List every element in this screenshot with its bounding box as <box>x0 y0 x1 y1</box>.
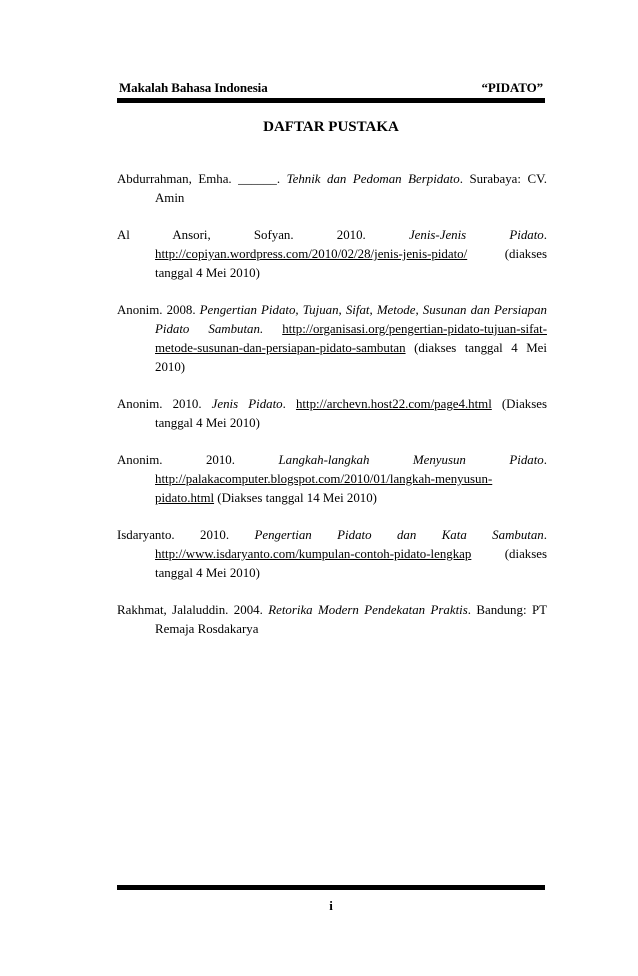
reference-author-year: Anonim. 2010. <box>117 453 279 467</box>
reference-separator: . <box>543 528 547 542</box>
reference-separator: . <box>282 397 296 411</box>
reference-separator <box>263 322 282 336</box>
reference-publisher: . Surabaya: CV. Amin <box>155 172 547 205</box>
reference-entry <box>117 526 547 583</box>
reference-title: Langkah-langkah Menyusun Pidato <box>278 453 544 467</box>
reference-access-date: (diakses tanggal 4 Mei 2010) <box>155 547 547 580</box>
reference-link[interactable]: http://palakacomputer.blogspot.com/2010/01/langkah-menyusun-pidato.html <box>155 472 493 505</box>
reference-access-date: (diakses tanggal 4 Mei 2010) <box>155 247 547 280</box>
header-rule <box>117 98 545 103</box>
footer-rule <box>117 885 545 890</box>
reference-link[interactable]: http://organisasi.org/pengertian-pidato-tujuan-sifat-metode-susunan-dan-persiapan-pidato-sambutan <box>155 322 547 355</box>
reference-title: Jenis-Jenis Pidato <box>408 228 544 242</box>
reference-entry <box>117 395 547 433</box>
reference-author-year: Anonim. 2008. <box>117 303 200 317</box>
reference-title: Pengertian Pidato dan Kata Sambutan <box>254 528 544 542</box>
reference-title: Jenis Pidato <box>211 397 283 411</box>
reference-author-year: Isdaryanto. 2010. <box>117 528 255 542</box>
reference-access-date: (Diakses tanggal 14 Mei 2010) <box>214 491 377 505</box>
reference-author-year: Rakhmat, Jalaluddin. 2004. <box>117 603 269 617</box>
reference-author-year: Abdurrahman, Emha. ______. <box>117 172 287 186</box>
reference-entry <box>117 226 547 283</box>
reference-entry <box>117 170 547 208</box>
page-number: i <box>329 898 333 913</box>
reference-author-year: Anonim. 2010. <box>117 397 212 411</box>
reference-link[interactable]: http://www.isdaryanto.com/kumpulan-contoh-pidato-lengkap <box>155 547 472 561</box>
reference-link[interactable]: http://archevn.host22.com/page4.html <box>295 397 492 411</box>
reference-entry <box>117 301 547 377</box>
reference-entry <box>117 601 547 639</box>
page-title: DAFTAR PUSTAKA <box>263 119 399 135</box>
reference-title: Tehnik dan Pedoman Berpidato <box>286 172 460 186</box>
header-document-title: Makalah Bahasa Indonesia <box>119 80 268 95</box>
reference-entry <box>117 451 547 508</box>
reference-separator: . <box>543 453 547 467</box>
reference-title: Pengertian Pidato, Tujuan, Sifat, Metode, Susunan dan Persiapan Pidato Sambutan. <box>155 303 547 336</box>
reference-separator: . <box>543 228 547 242</box>
reference-link[interactable]: http://copiyan.wordpress.com/2010/02/28/jenis-jenis-pidato/ <box>155 247 468 261</box>
reference-author-year: Al Ansori, Sofyan. 2010. <box>117 228 409 242</box>
reference-access-date: (Diakses tanggal 4 Mei 2010) <box>155 397 547 430</box>
running-header <box>119 80 545 96</box>
reference-publisher: . Bandung: PT Remaja Rosdakarya <box>155 603 547 636</box>
reference-title: Retorika Modern Pendekatan Praktis <box>268 603 468 617</box>
reference-access-date: (diakses tanggal 4 Mei 2010) <box>155 341 547 374</box>
reference-list <box>117 170 547 657</box>
header-topic: “PIDATO” <box>481 80 543 95</box>
